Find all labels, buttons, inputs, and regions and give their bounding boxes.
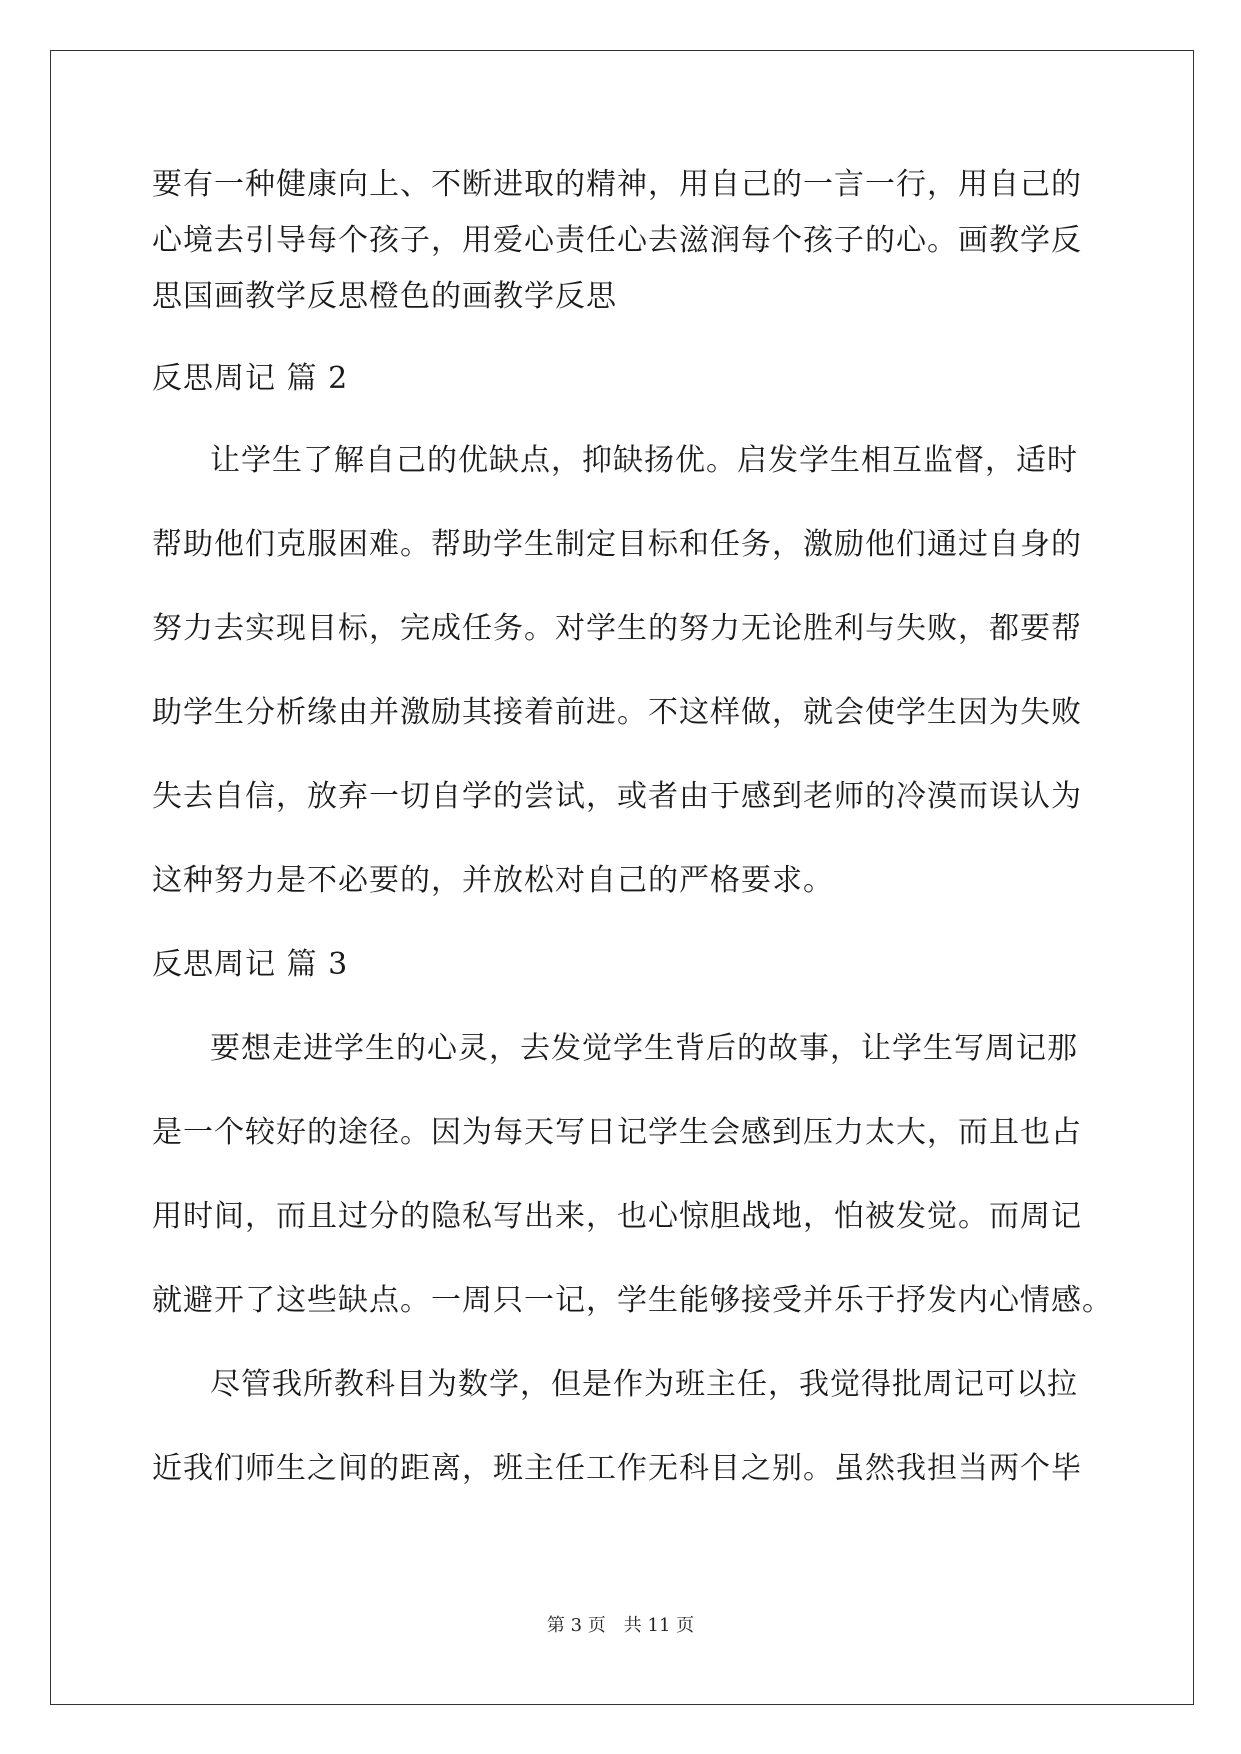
section-heading: 反思周记 篇 3 xyxy=(152,947,349,982)
page-number: 第 3 页 xyxy=(546,1615,606,1636)
paragraph-line: 要有一种健康向上、不断进取的精神，用自己的一言一行，用自己的 xyxy=(152,167,1082,202)
paragraph-line: 失去自信，放弃一切自学的尝试，或者由于感到老师的冷漠而误认为 xyxy=(152,779,1082,814)
paragraph-line: 近我们师生之间的距离，班主任工作无科目之别。虽然我担当两个毕 xyxy=(152,1451,1082,1486)
paragraph-line: 思国画教学反思橙色的画教学反思 xyxy=(152,279,617,314)
paragraph-line: 心境去引导每个孩子，用爱心责任心去滋润每个孩子的心。画教学反 xyxy=(152,223,1082,258)
paragraph-line: 用时间，而且过分的隐私写出来，也心惊胆战地，怕被发觉。而周记 xyxy=(152,1199,1082,1234)
paragraph-line: 帮助他们克服困难。帮助学生制定目标和任务，激励他们通过自身的 xyxy=(152,527,1082,562)
paragraph-line: 要想走进学生的心灵，去发觉学生背后的故事，让学生写周记那 xyxy=(210,1031,1078,1066)
paragraph-line: 就避开了这些缺点。一周只一记，学生能够接受并乐于抒发内心情感。 xyxy=(152,1283,1113,1318)
page-total: 共 11 页 xyxy=(623,1615,695,1636)
paragraph-line: 是一个较好的途径。因为每天写日记学生会感到压力太大，而且也占 xyxy=(152,1115,1082,1150)
paragraph-line: 努力去实现目标，完成任务。对学生的努力无论胜利与失败，都要帮 xyxy=(152,611,1082,646)
paragraph-line: 让学生了解自己的优缺点，抑缺扬优。启发学生相互监督，适时 xyxy=(210,443,1078,478)
paragraph-line: 这种努力是不必要的，并放松对自己的严格要求。 xyxy=(152,863,834,898)
page-footer xyxy=(0,1614,1241,1638)
section-heading: 反思周记 篇 2 xyxy=(152,361,349,396)
paragraph-line: 助学生分析缘由并激励其接着前进。不这样做，就会使学生因为失败 xyxy=(152,695,1082,730)
paragraph-line: 尽管我所教科目为数学，但是作为班主任，我觉得批周记可以拉 xyxy=(210,1367,1078,1402)
